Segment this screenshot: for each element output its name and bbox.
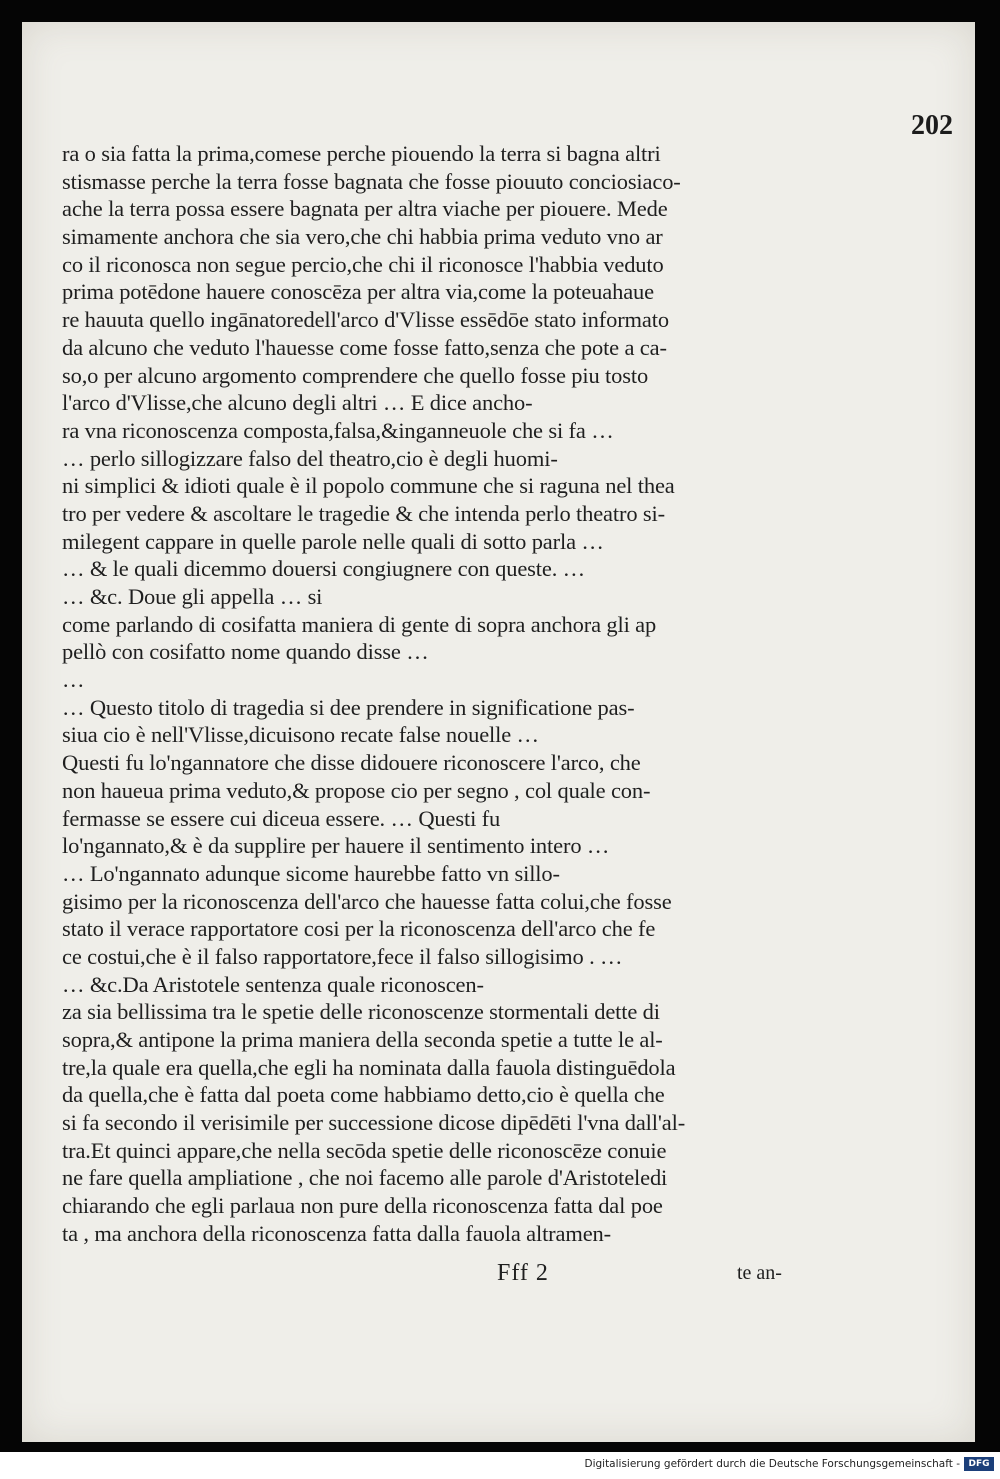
text-line: da quella,che è fatta dal poeta come habbiamo detto,cio è quella che: [62, 1082, 665, 1108]
text-line: so,o per alcuno argomento comprendere che quello fosse piu tosto: [62, 362, 649, 388]
text-line: milegent cappare in quelle parole nelle quali di sotto parla …: [62, 528, 604, 554]
text-line: tre,la quale era quella,che egli ha nominata dalla fauola distinguēdola: [62, 1054, 676, 1080]
text-line: … & le quali dicemmo douersi congiugnere con queste. …: [62, 556, 586, 582]
footer-credit: Digitalisierung gefördert durch die Deutsche Forschungsgemeinschaft -: [584, 1458, 960, 1470]
text-line: lo'ngannato,& è da supplire per hauere il sentimento intero …: [62, 833, 610, 859]
text-line: za sia bellissima tra le spetie delle riconoscenze stormentali dette di: [62, 999, 660, 1025]
text-line: … Questo titolo di tragedia si dee prendere in significatione pas-: [62, 694, 635, 720]
text-line: ne fare quella ampliatione , che noi facemo alle parole d'Aristoteledi: [62, 1165, 668, 1191]
text-line: ta , ma anchora della riconoscenza fatta dalla fauola altramen-: [62, 1220, 611, 1246]
text-line: fermasse se essere cui diceua essere. … Questi fu: [62, 805, 501, 831]
footer-bar: [0, 1452, 1000, 1479]
text-line: non haueua prima veduto,& propose cio per segno , col quale con-: [62, 777, 651, 803]
text-line: tro per vedere & ascoltare le tragedie & che intenda perlo theatro si-: [62, 500, 665, 526]
text-line: ra vna riconoscenza composta,falsa,&inganneuole che si fa …: [62, 417, 614, 443]
text-line: … perlo sillogizzare falso del theatro,cio è degli huomi-: [62, 445, 558, 471]
text-line: ni simplici & idioti quale è il popolo commune che si raguna nel thea: [62, 473, 675, 499]
text-line: simamente anchora che sia vero,che chi habbia prima veduto vno ar: [62, 224, 663, 250]
text-line: … Lo'ngannato adunque sicome haurebbe fatto vn sillo-: [62, 860, 560, 886]
dfg-logo: DFG: [964, 1457, 994, 1471]
text-line: …: [62, 667, 85, 693]
text-line: ce costui,che è il falso rapportatore,fece il falso sillogisimo . …: [62, 943, 623, 969]
text-block: [62, 140, 802, 1248]
book-page: [22, 22, 975, 1442]
signature-mark: Fff 2: [497, 1260, 549, 1286]
text-line: come parlando di cosifatta maniera di gente di sopra anchora gli ap: [62, 611, 657, 637]
text-line: tra.Et quinci appare,che nella secōda spetie delle riconoscēze conuie: [62, 1137, 667, 1163]
text-line: siua cio è nell'Vlisse,dicuisono recate false nouelle …: [62, 722, 539, 748]
text-line: stismasse perche la terra fosse bagnata che fosse piouuto conciosiaco-: [62, 168, 681, 194]
text-line: ache la terra possa essere bagnata per altra viache per piouere. Mede: [62, 196, 668, 222]
text-line: ra o sia fatta la prima,comese perche piouendo la terra si bagna altri: [62, 141, 661, 166]
text-line: l'arco d'Vlisse,che alcuno degli altri … E dice ancho-: [62, 390, 533, 416]
text-line: si fa secondo il verisimile per successione dicose dipēdēti l'vna dall'al-: [62, 1110, 686, 1136]
text-line: stato il verace rapportatore cosi per la riconoscenza dell'arco che fe: [62, 916, 656, 942]
text-line: da alcuno che veduto l'hauesse come fosse fatto,senza che pote a ca-: [62, 334, 667, 360]
text-line: Questi fu lo'ngannatore che disse didouere riconoscere l'arco, che: [62, 750, 641, 776]
text-line: re hauuta quello ingānatoredell'arco d'Vlisse essēdōe stato informato: [62, 307, 669, 333]
page-number: 202: [911, 110, 953, 141]
text-line: prima potēdone hauere conoscēza per altra via,come la poteuahaue: [62, 279, 654, 305]
catchword: te an-: [737, 1262, 782, 1284]
text-line: gisimo per la riconoscenza dell'arco che hauesse fatta colui,che fosse: [62, 888, 672, 914]
text-line: … &c. Doue gli appella … si: [62, 584, 323, 609]
text-line: … &c.Da Aristotele sentenza quale riconoscen-: [62, 971, 484, 997]
text-line: chiarando che egli parlaua non pure della riconoscenza fatta dal poe: [62, 1193, 663, 1219]
text-line: sopra,& antipone la prima maniera della seconda spetie a tutte le al-: [62, 1027, 663, 1052]
text-line: pellò con cosifatto nome quando disse …: [62, 639, 429, 665]
text-line: co il riconosca non segue percio,che chi il riconosce l'habbia veduto: [62, 251, 664, 277]
